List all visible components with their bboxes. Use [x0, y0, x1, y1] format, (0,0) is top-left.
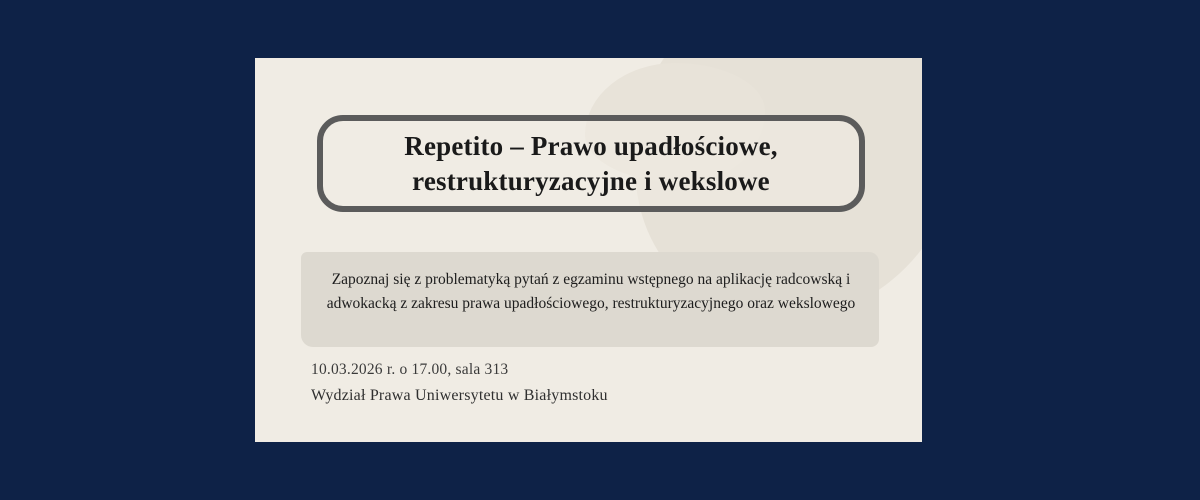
poster-subtitle: Zapoznaj się z problematyką pytań z egzaminu wstępnego na aplikację radcowską i adwokacką z zakresu prawa upadłościowego, restrukturyzacyjnego oraz wekslowego	[326, 271, 856, 313]
event-location: Wydział Prawa Uniwersytetu w Białymstoku	[311, 386, 608, 404]
poster-card	[255, 58, 922, 442]
title-frame	[317, 115, 865, 212]
event-details	[311, 358, 851, 408]
event-datetime: 10.03.2026 r. o 17.00, sala 313	[311, 361, 509, 378]
page-title: Repetito – Prawo upadłościowe, restrukturyzacyjne i wekslowe	[404, 130, 778, 196]
